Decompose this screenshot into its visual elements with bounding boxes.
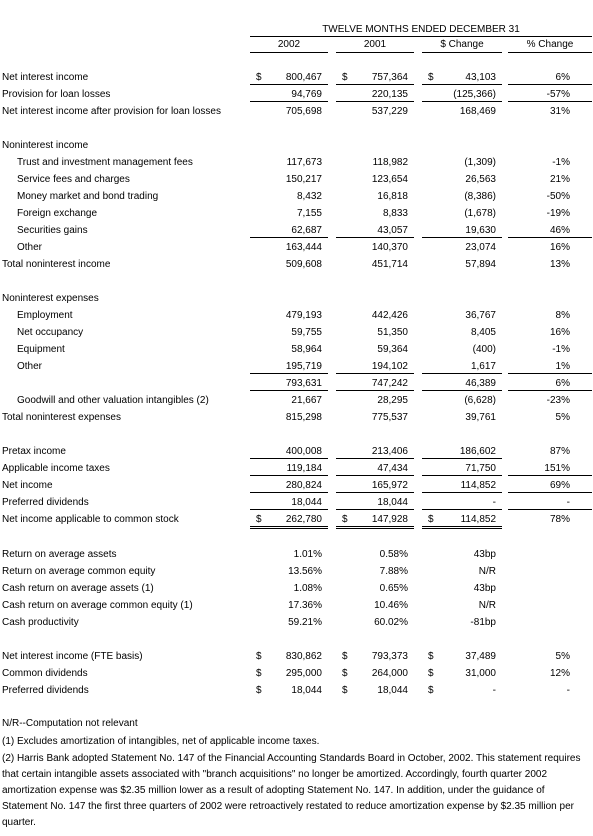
col-underline: [508, 52, 592, 53]
value-dollar-change: (1,678): [464, 208, 496, 219]
col-header-2001: 2001: [363, 39, 387, 50]
value-dollar-change: 1,617: [470, 361, 496, 372]
value-2002: 1.01%: [293, 549, 322, 560]
total-rule: [250, 458, 328, 459]
value-2001: 123,654: [371, 174, 408, 185]
currency-symbol: $: [256, 72, 262, 83]
double-rule: [250, 528, 328, 529]
row-label: Noninterest expenses: [2, 293, 99, 304]
value-dollar-change: 26,563: [465, 174, 496, 185]
total-rule: [250, 237, 328, 238]
value-dollar-change: 8,405: [470, 327, 496, 338]
value-dollar-change: 43bp: [473, 583, 496, 594]
total-rule: [422, 492, 502, 493]
value-2001: 264,000: [371, 668, 408, 679]
value-2002: 13.56%: [288, 566, 322, 577]
row-label: Employment: [17, 310, 73, 321]
value-2001: 213,406: [371, 446, 408, 457]
double-rule: [250, 526, 328, 527]
row-label: Net interest income: [2, 72, 89, 83]
value-percent-change: 69%: [549, 480, 570, 491]
value-2001: 43,057: [377, 225, 408, 236]
value-percent-change: -: [566, 497, 570, 508]
value-dollar-change: -81bp: [470, 617, 496, 628]
value-dollar-change: (400): [472, 344, 496, 355]
total-rule: [250, 84, 328, 85]
total-rule: [508, 475, 592, 476]
total-rule: [422, 101, 502, 102]
value-dollar-change: 23,074: [465, 242, 496, 253]
header-rule: [250, 36, 592, 37]
currency-symbol: $: [342, 651, 348, 662]
value-2002: 21,667: [291, 395, 322, 406]
value-dollar-change: 37,489: [465, 651, 496, 662]
total-rule: [336, 373, 414, 374]
col-header-percent-change: % Change: [526, 39, 574, 50]
row-label: Net income: [2, 480, 53, 491]
row-label: Applicable income taxes: [2, 463, 110, 474]
period-header: TWELVE MONTHS ENDED DECEMBER 31: [322, 24, 520, 35]
total-rule: [336, 237, 414, 238]
row-label: Net interest income (FTE basis): [2, 651, 143, 662]
value-percent-change: -23%: [546, 395, 570, 406]
value-2002: 815,298: [285, 412, 322, 423]
value-2001: 8,833: [382, 208, 408, 219]
row-label: Cash return on average common equity (1): [2, 600, 193, 611]
currency-symbol: $: [342, 685, 348, 696]
row-label: Service fees and charges: [17, 174, 130, 185]
value-dollar-change: 46,389: [465, 378, 496, 389]
value-2001: 51,350: [377, 327, 408, 338]
value-2002: 18,044: [291, 497, 322, 508]
value-2002: 59,755: [291, 327, 322, 338]
row-label: Other: [17, 242, 43, 253]
value-dollar-change: 57,894: [465, 259, 496, 270]
value-2002: 793,631: [285, 378, 322, 389]
total-rule: [250, 509, 328, 510]
value-dollar-change: (6,628): [464, 395, 496, 406]
value-percent-change: 16%: [549, 242, 570, 253]
value-2001: 10.46%: [374, 600, 408, 611]
row-label: Pretax income: [2, 446, 66, 457]
total-rule: [422, 237, 502, 238]
value-dollar-change: 43bp: [473, 549, 496, 560]
value-percent-change: -1%: [552, 157, 570, 168]
value-2002: 18,044: [291, 685, 322, 696]
value-2002: 400,008: [285, 446, 322, 457]
row-label: Securities gains: [17, 225, 88, 236]
value-percent-change: 6%: [555, 378, 570, 389]
value-2001: 757,364: [371, 72, 408, 83]
value-2002: 830,862: [285, 651, 322, 662]
currency-symbol: $: [428, 651, 434, 662]
value-2001: 442,426: [371, 310, 408, 321]
row-label: Total noninterest income: [2, 259, 111, 270]
total-rule: [336, 475, 414, 476]
value-dollar-change: 71,750: [465, 463, 496, 474]
value-dollar-change: -: [492, 685, 496, 696]
currency-symbol: $: [342, 668, 348, 679]
value-2001: 451,714: [371, 259, 408, 270]
row-label: Other: [17, 361, 43, 372]
col-header-dollar-change: $ Change: [440, 39, 484, 50]
value-percent-change: 31%: [549, 106, 570, 117]
currency-symbol: $: [256, 651, 262, 662]
total-rule: [508, 390, 592, 391]
value-2001: 220,135: [371, 89, 408, 100]
value-percent-change: 12%: [549, 668, 570, 679]
currency-symbol: $: [428, 514, 434, 525]
value-percent-change: 21%: [549, 174, 570, 185]
value-2002: 163,444: [285, 242, 322, 253]
value-2001: 0.58%: [379, 549, 408, 560]
value-2001: 47,434: [377, 463, 408, 474]
value-2002: 262,780: [285, 514, 322, 525]
row-label: Net income applicable to common stock: [2, 514, 179, 525]
value-dollar-change: N/R: [478, 566, 496, 577]
currency-symbol: $: [256, 668, 262, 679]
value-2002: 295,000: [285, 668, 322, 679]
total-rule: [422, 84, 502, 85]
value-2001: 16,818: [377, 191, 408, 202]
total-rule: [250, 390, 328, 391]
value-dollar-change: 114,852: [460, 480, 496, 491]
value-2001: 165,972: [371, 480, 408, 491]
currency-symbol: $: [428, 685, 434, 696]
value-percent-change: 5%: [555, 412, 570, 423]
value-2002: 1.08%: [293, 583, 322, 594]
total-rule: [336, 458, 414, 459]
value-2002: 800,467: [285, 72, 322, 83]
value-2002: 705,698: [285, 106, 322, 117]
value-percent-change: -57%: [546, 89, 570, 100]
value-dollar-change: 36,767: [465, 310, 496, 321]
value-2001: 18,044: [377, 685, 408, 696]
value-percent-change: -1%: [552, 344, 570, 355]
double-rule: [336, 526, 414, 527]
row-label: Money market and bond trading: [17, 191, 159, 202]
value-2002: 94,769: [291, 89, 322, 100]
value-2001: 18,044: [377, 497, 408, 508]
value-percent-change: -: [566, 685, 570, 696]
total-rule: [422, 390, 502, 391]
value-percent-change: -50%: [546, 191, 570, 202]
total-rule: [250, 101, 328, 102]
row-label: Net interest income after provision for loan losses: [2, 106, 221, 117]
row-label: Common dividends: [2, 668, 88, 679]
value-percent-change: 16%: [549, 327, 570, 338]
value-dollar-change: 31,000: [465, 668, 496, 679]
row-label: Cash return on average assets (1): [2, 583, 154, 594]
currency-symbol: $: [256, 685, 262, 696]
row-label: Cash productivity: [2, 617, 79, 628]
value-2002: 509,608: [285, 259, 322, 270]
value-2002: 7,155: [296, 208, 322, 219]
row-label: Net occupancy: [17, 327, 84, 338]
value-2001: 194,102: [371, 361, 408, 372]
value-2001: 140,370: [371, 242, 408, 253]
value-2002: 117,673: [286, 157, 322, 168]
row-label: Equipment: [17, 344, 65, 355]
value-dollar-change: 168,469: [459, 106, 496, 117]
col-underline: [422, 52, 502, 53]
row-label: Total noninterest expenses: [2, 412, 121, 423]
total-rule: [336, 509, 414, 510]
row-label: Preferred dividends: [2, 685, 89, 696]
value-2001: 747,242: [371, 378, 408, 389]
row-label: Trust and investment management fees: [17, 157, 193, 168]
total-rule: [422, 373, 502, 374]
value-2001: 28,295: [377, 395, 408, 406]
total-rule: [508, 492, 592, 493]
value-2001: 147,928: [371, 514, 408, 525]
total-rule: [508, 509, 592, 510]
value-2002: 479,193: [285, 310, 322, 321]
value-dollar-change: (1,309): [464, 157, 496, 168]
row-label: Noninterest income: [2, 140, 89, 151]
row-label: Return on average assets: [2, 549, 117, 560]
value-dollar-change: (125,366): [453, 89, 496, 100]
footnote-1: (1) Excludes amortization of intangibles, net of applicable income taxes.: [2, 736, 320, 747]
value-percent-change: -19%: [546, 208, 570, 219]
value-2002: 17.36%: [288, 600, 322, 611]
value-percent-change: 5%: [555, 651, 570, 662]
double-rule: [422, 526, 502, 527]
value-2001: 775,537: [371, 412, 408, 423]
value-percent-change: 6%: [555, 72, 570, 83]
footnote-2: (2) Harris Bank adopted Statement No. 147 of the Financial Accounting Standards Board in October, 2002. This statement requires that certain intangible assets associated with "branch acquisitions" no longer be amortized. Accordingly, fourth quarter 2002 amortization expense was $2.35 million lower as a result of adopting Statement No. 147. In addition, under the guidance of Statement No. 147 the first three quarters of 2002 were retroactively restated to reduce amortization expense by $2.35 million per quarter.: [2, 753, 581, 828]
total-rule: [508, 237, 592, 238]
value-percent-change: 46%: [549, 225, 570, 236]
value-2002: 150,217: [285, 174, 322, 185]
value-2002: 62,687: [291, 225, 322, 236]
col-underline: [336, 52, 414, 53]
value-dollar-change: 43,103: [465, 72, 496, 83]
value-2002: 59.21%: [288, 617, 322, 628]
value-dollar-change: 186,602: [459, 446, 496, 457]
value-dollar-change: 114,852: [460, 514, 496, 525]
value-2001: 60.02%: [374, 617, 408, 628]
value-2002: 58,964: [291, 344, 322, 355]
value-2001: 59,364: [377, 344, 408, 355]
row-label: Goodwill and other valuation intangibles (2): [17, 395, 209, 406]
total-rule: [250, 373, 328, 374]
value-2001: 7.88%: [379, 566, 408, 577]
total-rule: [336, 84, 414, 85]
total-rule: [422, 458, 502, 459]
currency-symbol: $: [342, 514, 348, 525]
total-rule: [336, 101, 414, 102]
double-rule: [422, 528, 502, 529]
value-2001: 118,982: [372, 157, 408, 168]
row-label: Preferred dividends: [2, 497, 89, 508]
col-underline: [250, 52, 328, 53]
col-header-2002: 2002: [277, 39, 301, 50]
value-percent-change: 8%: [555, 310, 570, 321]
value-dollar-change: 19,630: [465, 225, 496, 236]
currency-symbol: $: [342, 72, 348, 83]
value-percent-change: 13%: [549, 259, 570, 270]
total-rule: [336, 492, 414, 493]
value-percent-change: 151%: [544, 463, 570, 474]
value-2002: 195,719: [285, 361, 322, 372]
value-2002: 8,432: [296, 191, 322, 202]
value-2001: 537,229: [371, 106, 408, 117]
value-percent-change: 78%: [549, 514, 570, 525]
value-2001: 793,373: [371, 651, 408, 662]
currency-symbol: $: [428, 72, 434, 83]
row-label: Provision for loan losses: [2, 89, 111, 100]
value-2002: 280,824: [285, 480, 322, 491]
total-rule: [250, 492, 328, 493]
value-dollar-change: (8,386): [464, 191, 496, 202]
total-rule: [250, 475, 328, 476]
total-rule: [508, 373, 592, 374]
double-rule: [336, 528, 414, 529]
row-label: Foreign exchange: [17, 208, 98, 219]
total-rule: [508, 84, 592, 85]
value-dollar-change: -: [492, 497, 496, 508]
total-rule: [508, 101, 592, 102]
row-label: Return on average common equity: [2, 566, 156, 577]
value-2001: 0.65%: [379, 583, 408, 594]
total-rule: [336, 390, 414, 391]
value-2002: 119,184: [286, 463, 322, 474]
currency-symbol: $: [256, 514, 262, 525]
footnote-nr: N/R--Computation not relevant: [2, 718, 138, 729]
total-rule: [422, 509, 502, 510]
value-percent-change: 1%: [555, 361, 570, 372]
currency-symbol: $: [428, 668, 434, 679]
total-rule: [422, 475, 502, 476]
value-dollar-change: N/R: [478, 600, 496, 611]
value-percent-change: 87%: [549, 446, 570, 457]
value-dollar-change: 39,761: [465, 412, 496, 423]
